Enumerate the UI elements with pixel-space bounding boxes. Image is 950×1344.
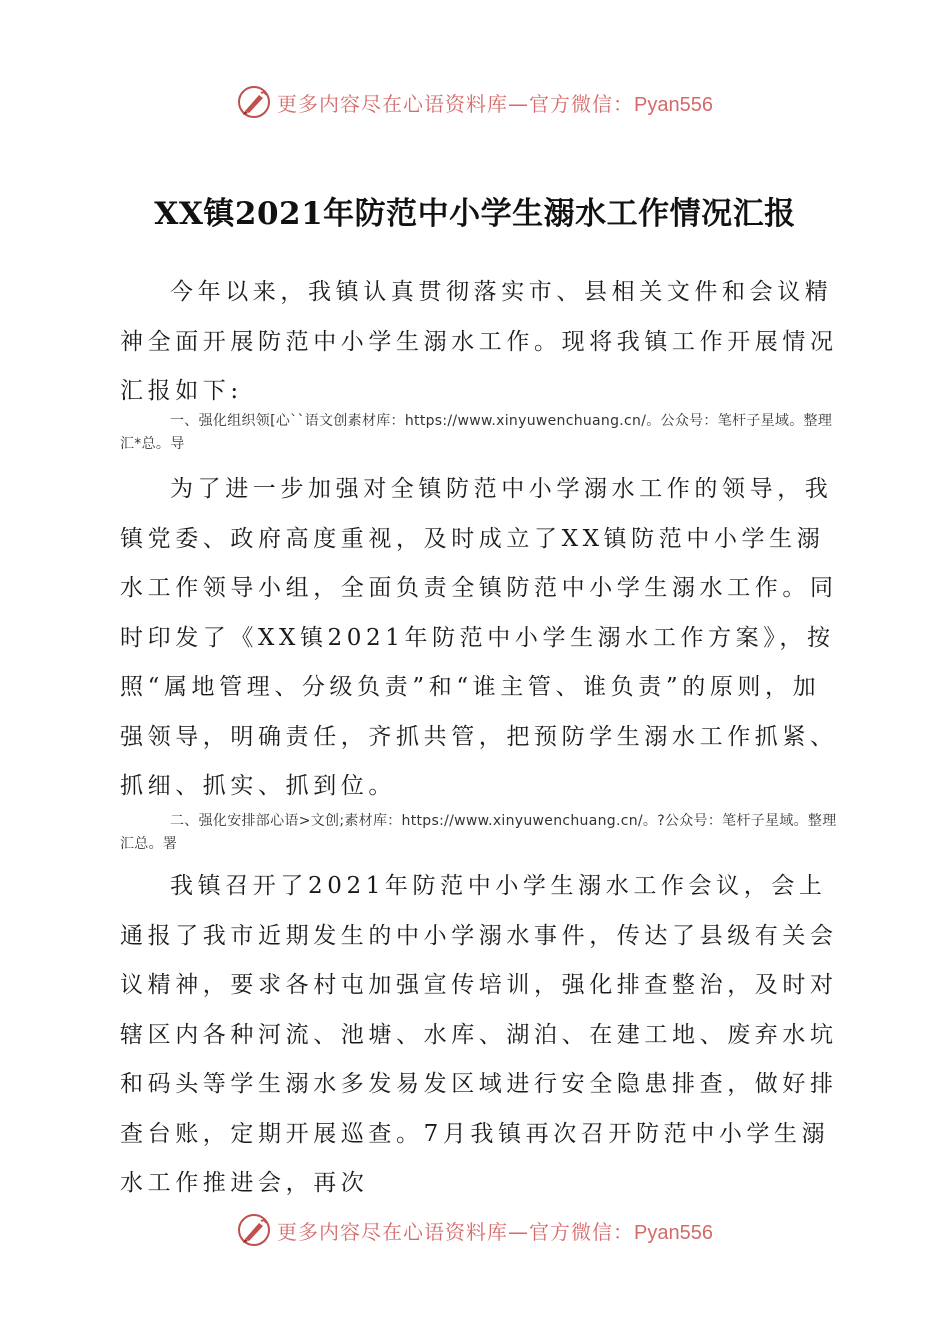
banner-text: 更多内容尽在心语资料库—官方微信：Pyan556 <box>277 91 713 116</box>
pen-logo-icon <box>237 1213 271 1247</box>
document-title: XX镇2021年防范中小学生溺水工作情况汇报 <box>154 196 796 232</box>
paragraph-section-1: 为了进一步加强对全镇防范中小学溺水工作的领导，我镇党委、政府高度重视，及时成立了XX镇防范中小学生溺水工作领导小组，全面负责全镇防范中小学生溺水工作。同时印发了《XX镇2021年防范中小学生溺水工作方案》，按照“属地管理、分级负责”和“谁主管、谁负责”的原则，加强领导，明确责任，齐抓共管，把预防学生溺水工作抓紧、抓细、抓实、抓到位。 <box>120 476 838 799</box>
banner-brand: Pyan556 <box>634 1221 713 1244</box>
section-heading-2: 二、强化安排部心语>文创;素材库：https://www.xinyuwenchuang.cn/。?公众号：笔杆子星域。整理汇总。署 <box>120 813 837 852</box>
header-banner <box>0 78 950 126</box>
banner-brand: Pyan556 <box>634 93 713 116</box>
banner-text: 更多内容尽在心语资料库—官方微信：Pyan556 <box>277 1219 713 1244</box>
section-heading-1: 一、强化组织领[心``语文创素材库：https://www.xinyuwenchuang.cn/。公众号：笔杆子星域。整理汇*总。导 <box>120 413 833 452</box>
paragraph-intro: 今年以来，我镇认真贯彻落实市、县相关文件和会议精神全面开展防范中小学生溺水工作。现将我镇工作开展情况汇报如下: <box>120 279 838 404</box>
footer-banner <box>0 1206 950 1254</box>
pen-logo-icon <box>237 85 271 119</box>
paragraph-section-2: 我镇召开了2021年防范中小学生溺水工作会议，会上通报了我市近期发生的中小学溺水事件，传达了县级有关会议精神，要求各村屯加强宣传培训，强化排查整治，及时对辖区内各种河流、池塘、水库、湖泊、在建工地、废弃水坑和码头等学生溺水多发易发区域进行安全隐患排查，做好排查台账，定期开展巡查。7月我镇再次召开防范中小学生溺水工作推进会，再次 <box>120 873 838 1196</box>
